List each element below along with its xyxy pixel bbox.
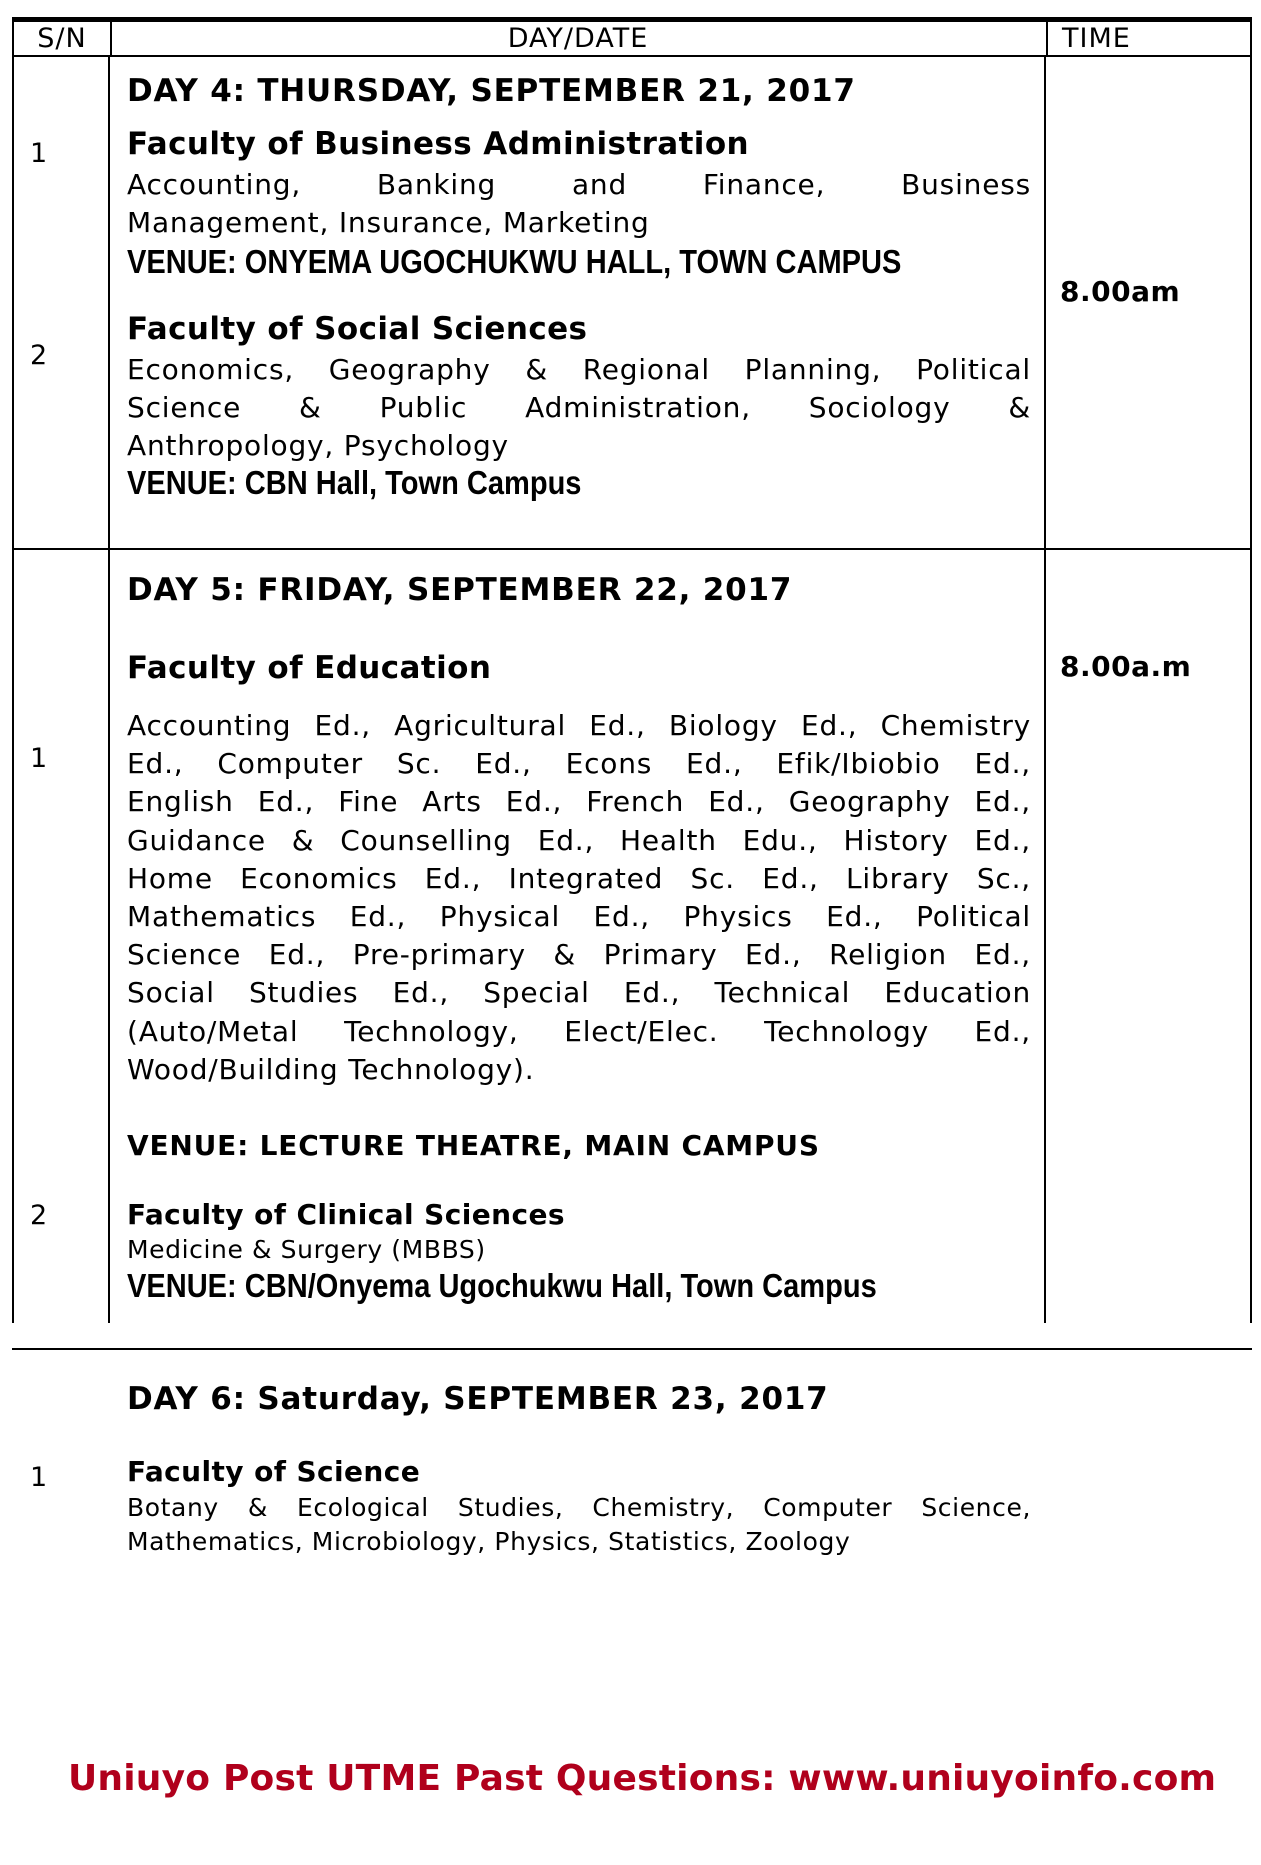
- day5-dept-line-8: Social Studies Ed., Special Ed., Technical Education: [127, 976, 1031, 1010]
- day5-venue-1: VENUE: LECTURE THEATRE, MAIN CAMPUS: [127, 1129, 820, 1162]
- day6-dept-line-2: Mathematics, Microbiology, Physics, Statistics, Zoology: [127, 1527, 851, 1556]
- day5-faculty-2: Faculty of Clinical Sciences: [127, 1198, 565, 1231]
- day4-departments-2: [127, 351, 1031, 465]
- day4-dept-line-2: Management, Insurance, Marketing: [127, 206, 650, 239]
- day5-heading: DAY 5: FRIDAY, SEPTEMBER 22, 2017: [127, 572, 793, 608]
- day4-dept2-line-2: Science & Public Administration, Sociology &: [127, 391, 1031, 424]
- day5-departments-2: Medicine & Surgery (MBBS): [127, 1235, 486, 1264]
- table-border-right: [1250, 57, 1252, 1323]
- table-divider-time: [1044, 57, 1046, 1323]
- day5-dept-line-4: Guidance & Counselling Ed., Health Edu., History Ed.,: [127, 823, 1031, 857]
- header-sn: S/N: [14, 22, 112, 55]
- day5-dept-line-7: Science Ed., Pre-primary & Primary Ed., Religion Ed.,: [127, 938, 1031, 972]
- day4-dept-line-1: Accounting, Banking and Finance, Business: [127, 168, 1031, 201]
- day5-dept-line-2: Ed., Computer Sc. Ed., Econs Ed., Efik/Ibiobio Ed.,: [127, 747, 1031, 781]
- day4-sn-2: 2: [30, 340, 48, 371]
- row-divider-day4: [12, 548, 1252, 550]
- day5-dept-line-3: English Ed., Fine Arts Ed., French Ed., Geography Ed.,: [127, 785, 1031, 819]
- day5-dept-line-10: Wood/Building Technology).: [127, 1052, 535, 1086]
- footer-promo-text: Uniuyo Post UTME Past Questions: www.uniuyoinfo.com: [68, 1758, 1217, 1799]
- day6-departments-1: [127, 1491, 1031, 1559]
- day6-heading: DAY 6: Saturday, SEPTEMBER 23, 2017: [127, 1381, 829, 1417]
- header-daydate: DAY/DATE: [110, 22, 1048, 55]
- day5-dept-line-1: Accounting Ed., Agricultural Ed., Biology Ed., Chemistry: [127, 709, 1031, 742]
- day6-sn-1: 1: [30, 1462, 48, 1493]
- day5-sn-2: 2: [30, 1200, 48, 1231]
- day5-venue-2: VENUE: CBN/Onyema Ugochukwu Hall, Town Campus: [127, 1267, 877, 1304]
- day4-time: 8.00am: [1060, 275, 1181, 308]
- table-divider-sn: [108, 57, 110, 1323]
- header-time: TIME: [1062, 23, 1131, 54]
- day4-sn-1: 1: [30, 138, 48, 169]
- day5-faculty-1: Faculty of Education: [127, 650, 492, 686]
- day4-dept2-line-1: Economics, Geography & Regional Planning, Political: [127, 353, 1031, 386]
- day5-dept-line-5: Home Economics Ed., Integrated Sc. Ed., Library Sc.,: [127, 861, 1031, 895]
- table-border-left: [12, 57, 14, 1323]
- day5-sn-1: 1: [30, 743, 48, 774]
- day6-dept-line-1: Botany & Ecological Studies, Chemistry, Computer Science,: [127, 1493, 1031, 1522]
- day5-dept-line-6: Mathematics Ed., Physical Ed., Physics Ed., Political: [127, 900, 1031, 934]
- day4-venue-1: VENUE: ONYEMA UGOCHUKWU HALL, TOWN CAMPUS: [127, 243, 902, 280]
- day5-departments-1: [127, 707, 1031, 1089]
- row-divider-day5: [12, 1348, 1252, 1350]
- day4-venue-2: VENUE: CBN Hall, Town Campus: [127, 464, 582, 501]
- day5-time: 8.00a.m: [1060, 650, 1192, 683]
- day6-faculty-1: Faculty of Science: [127, 1455, 421, 1488]
- day4-faculty-1: Faculty of Business Administration: [127, 126, 750, 162]
- day4-dept2-line-3: Anthropology, Psychology: [127, 429, 509, 462]
- table-header: [12, 17, 1252, 57]
- day4-faculty-2: Faculty of Social Sciences: [127, 311, 588, 347]
- day4-heading: DAY 4: THURSDAY, SEPTEMBER 21, 2017: [127, 73, 856, 109]
- day4-departments-1: [127, 166, 1031, 242]
- day5-dept-line-9: (Auto/Metal Technology, Elect/Elec. Technology Ed.,: [127, 1014, 1031, 1048]
